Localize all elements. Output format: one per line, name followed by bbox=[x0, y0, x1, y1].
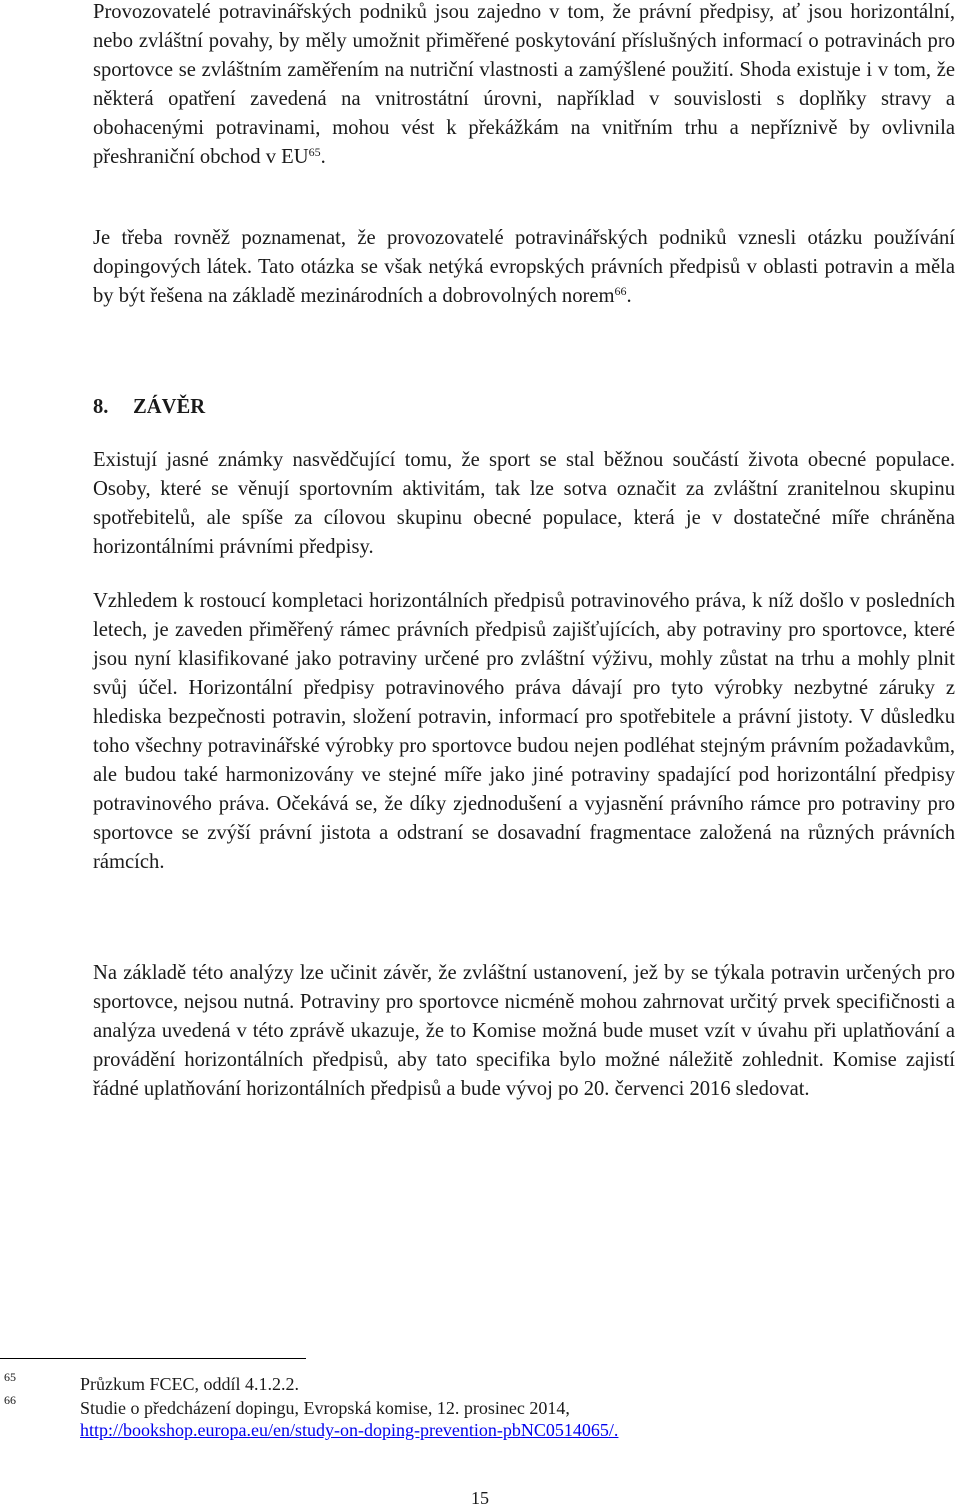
section-number: 8. bbox=[93, 396, 109, 418]
footnote-ref-66[interactable]: 66 bbox=[614, 284, 627, 298]
paragraph-1-end: . bbox=[320, 146, 326, 168]
footnote-65-number: 65 bbox=[4, 1370, 16, 1384]
conclusion-paragraph-2: Vzhledem k rostoucí kompletaci horizontálních předpisů potravinového práva, k níž došlo v posledních letech, je zaveden přiměřený rámec právních předpisů zajišťujících, aby potraviny pro sportovce, které jsou nyní klasifikované jako potraviny určené pro zvláštní výživu, mohly zůstat na trhu a mohly plnit svůj účel. Horizontální předpisy potravinového práva dávají pro tyto výrobky nezbytné záruky z hlediska bezpečnosti potravin, složení potravin, informací pro spotřebitele a právní jistoty. V důsledku toho všechny potravinářské výrobky pro sportovce budou nejen podléhat stejným právním požadavkům, ale budou také harmonizovány ve stejné míře jako jiné potraviny spadající pod horizontální předpisy potravinového práva. Očekává se, že díky zjednodušení a vyjasnění právního rámce pro potraviny pro sportovce se zvýší právní jistota a odstraní se dosavadní fragmentace založená na různých právních rámcích. bbox=[93, 590, 955, 873]
section-heading bbox=[93, 393, 205, 422]
footnote-ref-65[interactable]: 65 bbox=[308, 145, 321, 159]
paragraph-2-text: Je třeba rovněž poznamenat, že provozovatelé potravinářských podniků vznesli otázku používání dopingových látek. Tato otázka se však netýká evropských právních předpisů v oblasti potravin a měla by být řešena na základě mezinárodních a dobrovolných norem bbox=[93, 227, 955, 307]
paragraph-2 bbox=[93, 224, 955, 311]
section-title: ZÁVĚR bbox=[133, 396, 206, 418]
conclusion-paragraph-3: Na základě této analýzy lze učinit závěr, že zvláštní ustanovení, jež by se týkala potravin určených pro sportovce, nejsou nutná. Potraviny pro sportovce nicméně mohou zahrnovat určitý prvek specifičnosti a analýza uvedená v této zprávě ukazuje, že to Komise možná bude muset vzít v úvahu při uplatňování a provádění horizontálních předpisů, aby tato specifika bylo možné náležitě zohlednit. Komise zajistí řádné uplatňování horizontálních předpisů a bude vývoj po 20. červenci 2016 sledovat. bbox=[93, 962, 955, 1100]
footnote-65-text: Průzkum FCEC, oddíl 4.1.2.2. bbox=[80, 1374, 300, 1394]
conclusion-paragraph-1: Existují jasné známky nasvědčující tomu, že sport se stal běžnou součástí života obecné populace. Osoby, které se věnují sportovním aktivitám, tak lze sotva označit za zvláštní zranitelnou skupinu spotřebitelů, ale spíše za cílovou skupinu obecné populace, která je v dostatečné míře chráněna horizontálními právními předpisy. bbox=[93, 449, 955, 558]
page-number: 15 bbox=[471, 1488, 489, 1508]
paragraph-2-end: . bbox=[626, 285, 632, 307]
footnote-66-link[interactable]: http://bookshop.europa.eu/en/study-on-doping-prevention-pbNC0514065/. bbox=[80, 1420, 619, 1440]
paragraph-1 bbox=[93, 0, 955, 172]
footnote-66-text bbox=[80, 1397, 618, 1441]
footnote-66-number: 66 bbox=[4, 1393, 16, 1407]
footnote-66-citation: Studie o předcházení dopingu, Evropská komise, 12. prosinec 2014, bbox=[80, 1398, 570, 1418]
paragraph-1-text: Provozovatelé potravinářských podniků jsou zajedno v tom, že právní předpisy, ať jsou horizontální, nebo zvláštní povahy, by měly umožnit přiměřené poskytování příslušných informací o potravinách pro sportovce se zvláštním zaměřením na nutriční vlastnosti a zamýšlené použití. Shoda existuje i v tom, že některá opatření zavedená na vnitrostátní úrovni, například v souvislosti s doplňky stravy a obohacenými potravinami, mohou vést k překážkám na vnitřním trhu a nepříznivě by ovlivnila přeshraniční obchod v EU bbox=[93, 1, 955, 168]
footnote-separator bbox=[0, 1358, 306, 1359]
